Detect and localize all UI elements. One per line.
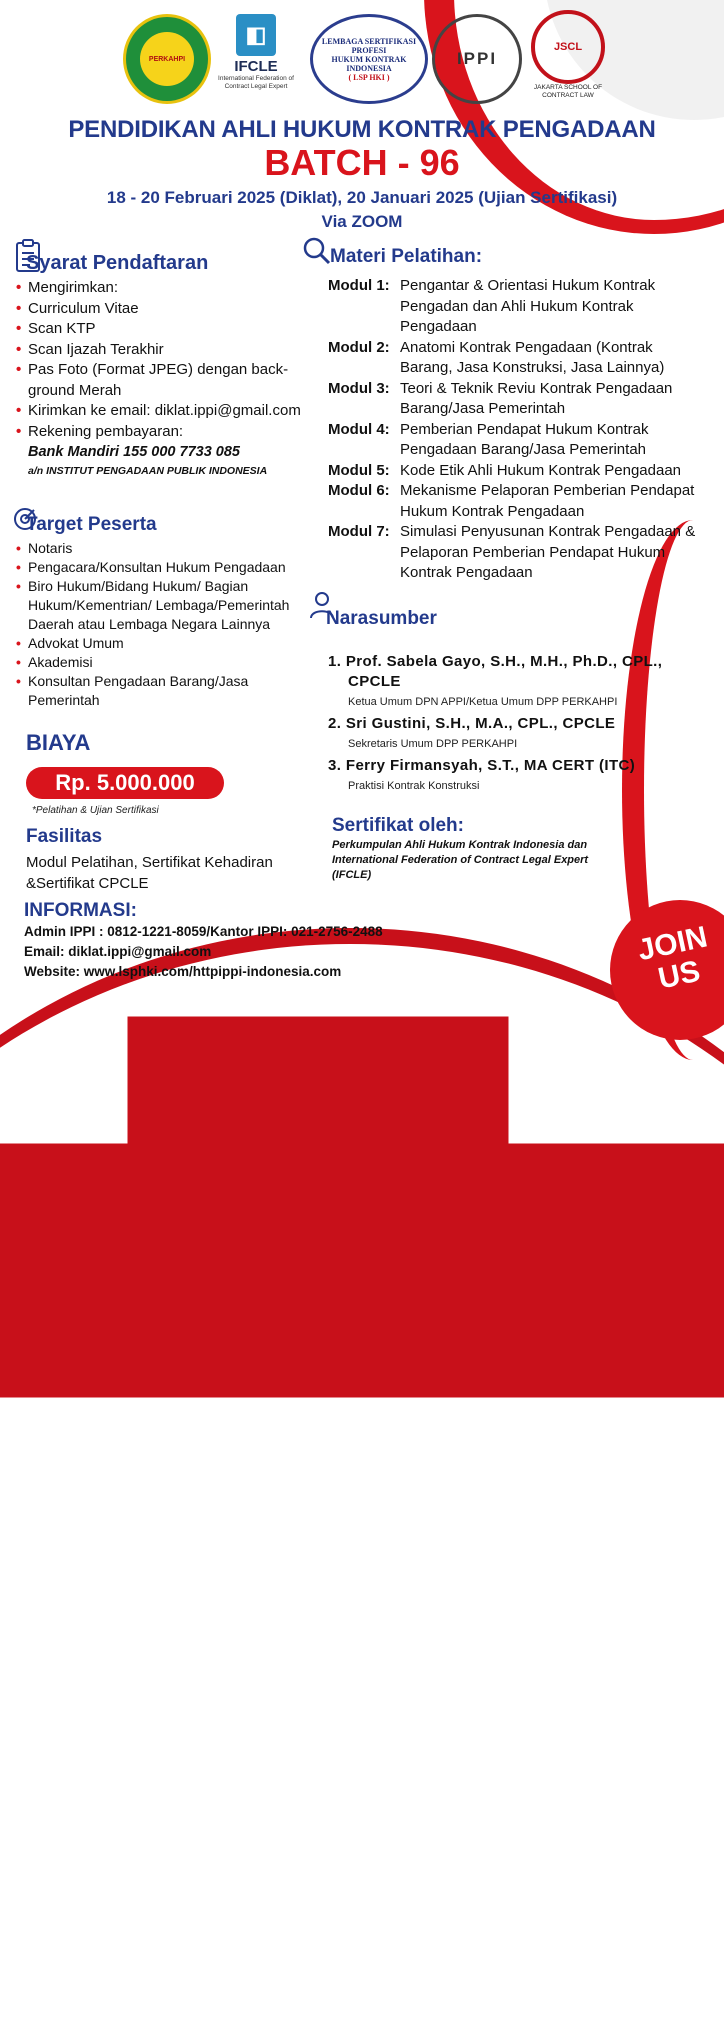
- ifcle-name: IFCLE: [234, 58, 278, 75]
- ifcle-logo: [218, 14, 294, 104]
- list-item: • Rekening pembayaran:: [16, 422, 316, 443]
- list-item: • Pas Foto (Format JPEG) dengan back-ground Merah: [16, 360, 316, 401]
- module-text: Teori & Teknik Reviu Kontrak Pengadaan Barang/Jasa Pemerintah: [400, 379, 673, 417]
- module-row: [328, 276, 698, 338]
- module-text: Mekanisme Pelaporan Pemberian Pendapat Hukum Kontrak Pengadaan: [400, 482, 695, 520]
- module-row: [328, 461, 698, 482]
- module-label: Modul 4:: [328, 420, 390, 438]
- module-row: [328, 420, 698, 461]
- speaker-role: Ketua Umum DPN APPI/Ketua Umum DPP PERKAHPI: [348, 696, 618, 708]
- module-label: Modul 7:: [328, 523, 390, 540]
- informasi-section: [24, 922, 383, 982]
- materi-section: [328, 276, 698, 584]
- target-section: [16, 539, 321, 710]
- ifcle-mark-icon: ◧: [236, 14, 276, 56]
- module-label: Modul 6:: [328, 482, 390, 499]
- module-text: Simulasi Penyusunan Kontrak Pengadaan & Pelaporan Pemberian Pendapat Hukum Kontrak Pengadaan: [400, 523, 696, 581]
- list-item: • Kirimkan ke email: diklat.ippi@gmail.com: [16, 401, 316, 422]
- join-us-text: JOIN US: [634, 920, 711, 996]
- module-text: Anatomi Kontrak Pengadaan (Kontrak Barang, Jasa Konstruksi, Jasa Lainnya): [400, 338, 665, 376]
- perkahpi-logo-text: PERKAHPI: [148, 55, 186, 63]
- list-item: • Scan Ijazah Terakhir: [16, 340, 316, 361]
- website-link[interactable]: Website: www.lsphki.com/httpippi-indonesia.com: [24, 964, 342, 979]
- lsp-line3: ( LSP HKI ): [348, 72, 390, 82]
- price-note: *Pelatihan & Ujian Sertifikasi: [32, 805, 159, 816]
- speaker-role: Sekretaris Umum DPP PERKAHPI: [348, 738, 518, 750]
- list-item: • Biro Hukum/Bidang Hukum/ Bagian Hukum/Kementrian/ Lembaga/Pemerintah Daerah atau Lembaga Negara Lainnya: [16, 577, 321, 634]
- jscl-subtitle: JAKARTA SCHOOL OF CONTRACT LAW: [533, 84, 603, 99]
- syarat-section: [16, 278, 316, 479]
- list-item: • Akademisi: [16, 653, 321, 672]
- ippi-logo-text: IPPI: [456, 49, 498, 68]
- list-item: • Konsultan Pengadaan Barang/Jasa Pemerintah: [16, 672, 321, 710]
- module-text: Pengantar & Orientasi Hukum Kontrak Pengadan dan Ahli Hukum Kontrak Pengadaan: [400, 277, 656, 335]
- email-contact: Email: diklat.ippi@gmail.com: [24, 944, 212, 959]
- jscl-logo: [528, 10, 608, 104]
- fasilitas-text: Modul Pelatihan, Sertifikat Kehadiran &Sertifikat CPCLE: [26, 854, 273, 892]
- bank-account-name: a/n INSTITUT PENGADAAN PUBLIK INDONESIA: [28, 464, 268, 477]
- ippi-logo: [432, 14, 522, 104]
- speaker-name: 2. Sri Gustini, S.H., M.A., CPL., CPCLE: [328, 715, 616, 732]
- module-label: Modul 2:: [328, 338, 390, 356]
- speaker-name: 1. Prof. Sabela Gayo, S.H., M.H., Ph.D., CPL., CPCLE: [328, 653, 663, 690]
- module-row: [328, 522, 698, 584]
- speaker-role: Praktisi Kontrak Konstruksi: [348, 780, 480, 792]
- module-row: [328, 379, 698, 420]
- module-row: [328, 481, 698, 522]
- fasilitas-heading: Fasilitas: [26, 826, 103, 847]
- module-label: Modul 5:: [328, 461, 390, 479]
- admin-contact: Admin IPPI : 0812-1221-8059/Kantor IPPI: 021-2756-2488: [24, 924, 383, 939]
- page-title: PENDIDIKAN AHLI HUKUM KONTRAK PENGADAAN: [68, 116, 656, 143]
- list-item: • Pengacara/Konsultan Hukum Pengadaan: [16, 558, 321, 577]
- list-item: • Notaris: [16, 539, 321, 558]
- informasi-heading: INFORMASI:: [24, 900, 137, 921]
- materi-heading: Materi Pelatihan:: [330, 246, 483, 267]
- syarat-heading: Syarat Pendaftaran: [26, 252, 209, 274]
- lsp-hki-logo: [310, 14, 428, 104]
- perkahpi-logo: [123, 14, 211, 104]
- ifcle-subtitle: International Federation of Contract Legal Expert: [218, 75, 294, 90]
- lsp-line1: LEMBAGA SERTIFIKASI PROFESI: [321, 36, 417, 55]
- list-item: • Advokat Umum: [16, 634, 321, 653]
- batch-label: BATCH - 96: [264, 142, 460, 183]
- module-text: Pemberian Pendapat Hukum Kontrak Pengadaan Barang/Jasa Pemerintah: [400, 420, 649, 458]
- target-heading: Target Peserta: [26, 514, 157, 535]
- price-badge: Rp. 5.000.000: [26, 767, 224, 799]
- narasumber-heading: Narasumber: [326, 608, 437, 629]
- sertifikat-text: Perkumpulan Ahli Hukum Kontrak Indonesia dan International Federation of Contract Legal Expert (IFCLE): [332, 839, 589, 881]
- sertifikat-heading: Sertifikat oleh:: [332, 815, 464, 836]
- speaker-name: 3. Ferry Firmansyah, S.T., MA CERT (ITC): [328, 757, 636, 774]
- decor-swoosh-bottom: [0, 928, 724, 2024]
- lsp-line2: HUKUM KONTRAK INDONESIA: [331, 54, 407, 73]
- module-label: Modul 3:: [328, 379, 390, 397]
- narasumber-section: [328, 652, 698, 798]
- search-icon: [302, 236, 332, 266]
- jscl-mark: JSCL: [553, 41, 583, 53]
- biaya-heading: BIAYA: [26, 730, 91, 755]
- module-label: Modul 1:: [328, 277, 390, 294]
- module-row: [328, 338, 698, 379]
- event-dates: 18 - 20 Februari 2025 (Diklat), 20 Januari 2025 (Ujian Sertifikasi): [106, 188, 618, 207]
- list-item: • Mengirimkan:: [16, 278, 316, 299]
- list-item: • Curriculum Vitae: [16, 299, 316, 320]
- bank-account: Bank Mandiri 155 000 7733 085: [28, 444, 240, 460]
- event-via: Via ZOOM: [321, 212, 403, 231]
- module-text: Kode Etik Ahli Hukum Kontrak Pengadaan: [400, 461, 682, 479]
- list-item: • Scan KTP: [16, 319, 316, 340]
